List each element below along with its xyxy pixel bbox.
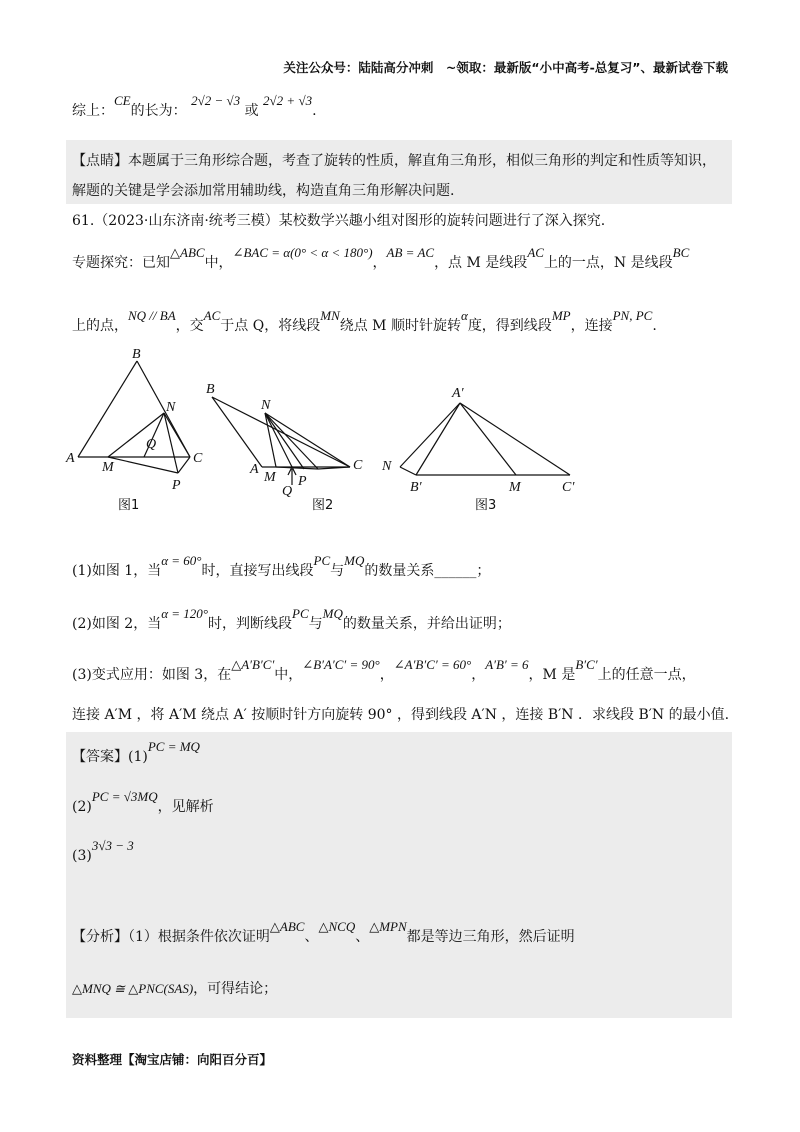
problem-line-3: 上的点，NQ // BA，交AC于点 Q，将线段MN绕点 M 顺时针旋转α度，得到线段MP，连接PN, PC.	[72, 308, 657, 334]
answer-block	[66, 732, 732, 1018]
answer-3: (3)3√3 − 3	[72, 838, 134, 864]
question-1: (1)如图 1，当α = 60°时，直接写出线段PC与MQ的数量关系______；	[72, 553, 491, 579]
fig1-label-m: M	[102, 460, 114, 475]
fig3-label-c: C′	[562, 480, 575, 495]
fig2-label-n: N	[261, 398, 271, 413]
fig2-label-b: B	[206, 382, 215, 397]
question-2: (2)如图 2，当α = 120°时，判断线段PC与MQ的数量关系，并给出证明；	[72, 606, 511, 632]
problem-line-2: 专题探究：已知△ABC中，∠BAC = α(0° < α < 180°)，AB = AC，点 M 是线段AC上的一点，N 是线段BC	[72, 245, 690, 271]
fig3-caption: 图3	[475, 498, 497, 513]
fig2-label-p: P	[298, 474, 307, 489]
comment-line-1: 【点睛】本题属于三角形综合题，考查了旋转的性质，解直角三角形，相似三角形的判定和性质等知识，	[72, 153, 716, 169]
fig1-label-p: P	[172, 478, 181, 493]
page-footer: 资料整理【淘宝店铺：向阳百分百】	[72, 1052, 273, 1067]
fig2-label-a: A	[250, 462, 259, 477]
fig1-label-a: A	[66, 451, 75, 466]
figure-1	[65, 347, 203, 513]
fig3-label-m: M	[509, 480, 521, 495]
fig1-label-q: Q	[146, 437, 157, 452]
fig1-label-c: C	[193, 451, 203, 466]
fig2-label-c: C	[353, 458, 363, 473]
answer-1: 【答案】(1)PC = MQ	[72, 739, 200, 765]
question-3-line-2: 连接 A′M ，将 A′M 绕点 A′ 按顺时针方向旋转 90° ，得到线段 A′N ，连接 B′N ．求线段 B′N 的最小值.	[72, 707, 730, 723]
fig3-label-a: A′	[452, 386, 464, 401]
summary-line: 综上：CE的长为： 2√2 − √3 或 2√2 + √3.	[72, 93, 317, 119]
fig2-caption: 图2	[312, 498, 334, 513]
page-header: 关注公众号：陆陆高分冲刺 ~领取：最新版“小中高考-总复习”、最新试卷下载	[283, 60, 728, 75]
answer-2: (2)PC = √3MQ，见解析	[72, 789, 214, 815]
fig1-label-n: N	[166, 400, 176, 415]
question-3: (3)变式应用：如图 3，在△A′B′C′中，∠B′A′C′ = 90°，∠A′B′C′ = 60°，A′B′ = 6，M 是B′C′上的任意一点，	[72, 657, 696, 683]
fig3-label-n: N	[382, 459, 392, 474]
fig1-label-b: B	[132, 347, 141, 362]
fig1-caption: 图1	[118, 498, 140, 513]
analysis-line-2: △MNQ ≅ △PNC(SAS)，可得结论；	[72, 981, 278, 997]
comment-line-2: 解题的关键是学会添加常用辅助线，构造直角三角形解决问题.	[72, 183, 455, 199]
figures	[60, 345, 700, 520]
figure-3	[381, 386, 575, 513]
fig3-label-b: B′	[410, 480, 422, 495]
figure-2	[206, 382, 363, 513]
analysis-line-1: 【分析】（1）根据条件依次证明△ABC、△NCQ、△MPN都是等边三角形，然后证明	[72, 919, 575, 945]
fig2-label-m: M	[264, 470, 276, 485]
fig2-label-q: Q	[282, 484, 293, 499]
problem-title: 61.（2023·山东济南·统考三模）某校数学兴趣小组对图形的旋转问题进行了深入探究.	[72, 213, 606, 229]
